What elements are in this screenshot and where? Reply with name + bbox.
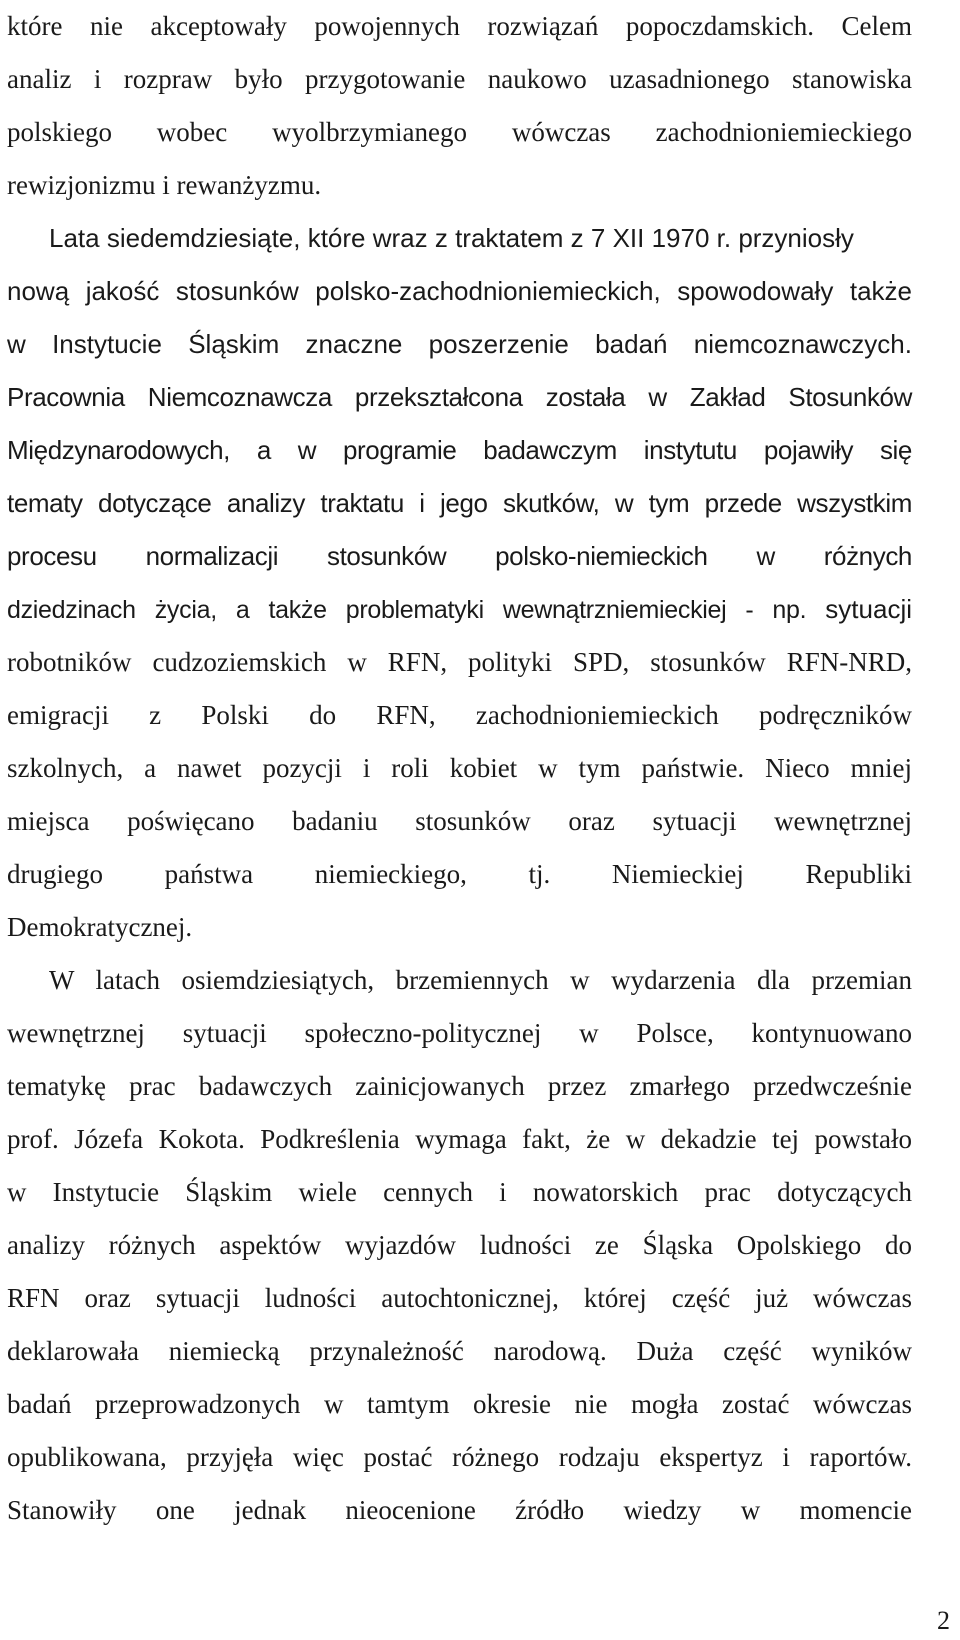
text-line: w Instytucie Śląskim wiele cennych i nowatorskich prac dotyczących <box>7 1177 912 1207</box>
text-line: badań przeprowadzonych w tamtym okresie nie mogła zostać wówczas <box>7 1389 912 1419</box>
text-line: w Instytucie Śląskim znaczne poszerzenie badań niemcoznawczych. <box>7 329 912 359</box>
text-line: Pracownia Niemcoznawcza przekształcona została w Zakład Stosunków <box>7 382 912 412</box>
text-line: deklarowała niemiecką przynależność narodową. Duża część wyników <box>7 1336 912 1366</box>
text-segment: prof. Józefa Kokota. <box>7 1124 261 1154</box>
text-segment: sytuacji <box>825 594 912 624</box>
text-line: drugiego państwa niemieckiego, tj. Niemieckiej Republiki <box>7 859 912 889</box>
text-segment: Podkreślenia wymaga fakt, że w dekadzie tej powstało <box>260 1124 912 1154</box>
text-line: Stanowiły one jednak nieocenione źródło wiedzy w momencie <box>7 1495 912 1525</box>
text-line: tematykę prac badawczych zainicjowanych przez zmarłego przedwcześnie <box>7 1071 912 1101</box>
document-page <box>7 0 912 1537</box>
text-line: nową jakość stosunków polsko-zachodnioniemieckich, spowodowały także <box>7 276 912 306</box>
text-line: szkolnych, a nawet pozycji i roli kobiet w tym państwie. Nieco mniej <box>7 753 912 783</box>
text-line: opublikowana, przyjęła więc postać różnego rodzaju ekspertyz i raportów. <box>7 1442 912 1472</box>
text-line: analiz i rozpraw było przygotowanie naukowo uzasadnionego stanowiska <box>7 64 912 94</box>
paragraph-first-line: Lata siedemdziesiąte, które wraz z traktatem z 7 XII 1970 r. przyniosły <box>49 223 854 253</box>
page-number: 2 <box>937 1606 950 1635</box>
text-line: procesu normalizacji stosunków polsko-niemieckich w różnych <box>7 541 912 571</box>
text-line <box>7 1113 912 1166</box>
text-line: emigracji z Polski do RFN, zachodnioniemieckich podręczników <box>7 700 912 730</box>
text-line: robotników cudzoziemskich w RFN, polityki SPD, stosunków RFN-NRD, <box>7 647 912 677</box>
text-line: analizy różnych aspektów wyjazdów ludności ze Śląska Opolskiego do <box>7 1230 912 1260</box>
text-line: Międzynarodowych, a w programie badawczym instytutu pojawiły się <box>7 435 912 465</box>
text-line: RFN oraz sytuacji ludności autochtonicznej, której część już wówczas <box>7 1283 912 1313</box>
text-segment: dziedzinach życia, a także problematyki wewnątrzniemieckiej - np. <box>7 596 826 624</box>
text-line: polskiego wobec wyolbrzymianego wówczas zachodnioniemieckiego <box>7 117 912 147</box>
text-line: miejsca poświęcano badaniu stosunków oraz sytuacji wewnętrznej <box>7 806 912 836</box>
text-line <box>7 583 912 636</box>
text-line: rewizjonizmu i rewanżyzmu. <box>7 170 322 200</box>
text-line: wewnętrznej sytuacji społeczno-politycznej w Polsce, kontynuowano <box>7 1018 912 1048</box>
text-line: które nie akceptowały powojennych rozwiązań popoczdamskich. Celem <box>7 11 912 41</box>
paragraph-first-line: W latach osiemdziesiątych, brzemiennych w wydarzenia dla przemian <box>49 965 912 995</box>
text-line: Demokratycznej. <box>7 912 193 942</box>
text-line: tematy dotyczące analizy traktatu i jego skutków, w tym przede wszystkim <box>7 488 912 518</box>
